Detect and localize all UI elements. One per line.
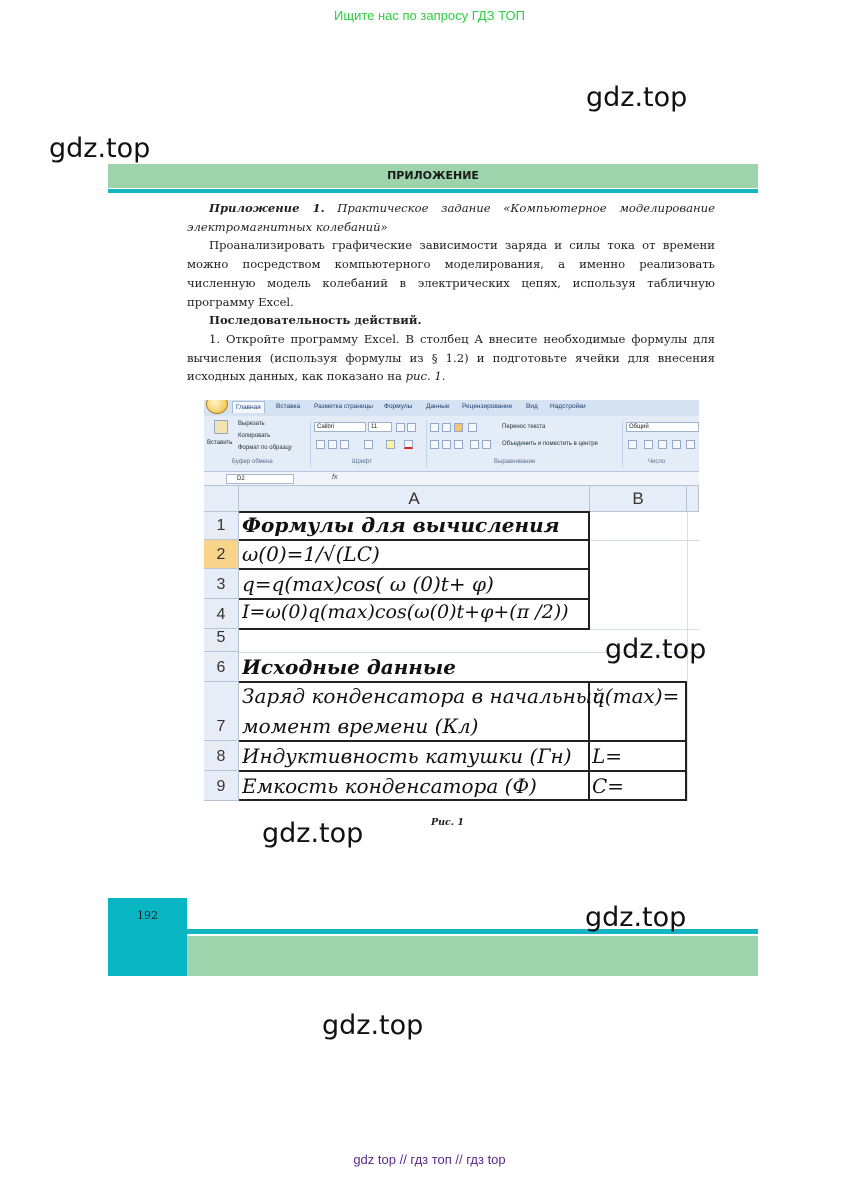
decrease-indent-icon[interactable] — [470, 440, 479, 449]
watermark: gdz.top — [586, 82, 688, 113]
bold-icon[interactable] — [316, 440, 325, 449]
paste-button[interactable]: Вставить — [207, 440, 233, 446]
comma-style-icon[interactable] — [658, 440, 667, 449]
orientation-icon[interactable] — [468, 423, 477, 432]
top-search-link[interactable]: Ищите нас по запросу ГДЗ ТОП — [334, 8, 525, 23]
watermark: gdz.top — [262, 818, 364, 849]
column-header-b[interactable]: B — [590, 486, 687, 512]
copy-button[interactable]: Копировать — [238, 433, 271, 439]
row-header[interactable]: 4 — [204, 599, 239, 629]
grow-font-icon[interactable] — [396, 423, 405, 432]
row-header[interactable]: 7 — [204, 682, 239, 741]
cell-border — [588, 511, 590, 629]
cell-border — [239, 770, 687, 772]
underline-icon[interactable] — [340, 440, 349, 449]
cell-a6[interactable]: Исходные данные — [242, 655, 456, 679]
cell-a1[interactable]: Формулы для вычисления — [242, 513, 560, 537]
watermark: gdz.top — [49, 133, 151, 164]
merge-center-button[interactable]: Объединить и поместить в центре — [502, 441, 598, 447]
tab-addins[interactable]: Надстройки — [550, 403, 586, 410]
watermark: gdz.top — [322, 1010, 424, 1041]
cell-b9[interactable]: C= — [592, 774, 625, 798]
tab-view[interactable]: Вид — [526, 403, 538, 410]
shrink-font-icon[interactable] — [407, 423, 416, 432]
row-header[interactable]: 9 — [204, 771, 239, 801]
cell-a4[interactable]: I=ω(0)q(max)cos(ω(0)t+φ+(π /2)) — [242, 601, 569, 623]
format-painter-button[interactable]: Формат по образцу — [238, 445, 292, 451]
ribbon-separator — [426, 420, 427, 468]
sequence-heading: Последовательность действий. — [209, 313, 422, 328]
font-size-select[interactable]: 11 — [368, 422, 392, 432]
alignment-group-label: Выравнивание — [494, 459, 536, 465]
increase-decimal-icon[interactable] — [672, 440, 681, 449]
percent-icon[interactable] — [644, 440, 653, 449]
cell-b7[interactable]: q(max)= — [592, 684, 680, 708]
cell-border — [239, 539, 590, 541]
cell-border — [239, 568, 590, 570]
tab-review[interactable]: Рецензирование — [462, 403, 513, 410]
column-header-a[interactable]: A — [239, 486, 590, 512]
row-header[interactable]: 8 — [204, 741, 239, 771]
row-header[interactable]: 6 — [204, 652, 239, 682]
ribbon-separator — [622, 420, 623, 468]
header-rule — [108, 189, 758, 193]
align-top-icon[interactable] — [430, 423, 439, 432]
clipboard-group-label: Буфер обмена — [232, 459, 273, 465]
align-left-icon[interactable] — [430, 440, 439, 449]
watermark: gdz.top — [605, 634, 707, 665]
watermark: gdz.top — [585, 902, 687, 933]
tab-data[interactable]: Данные — [426, 403, 450, 410]
paste-icon[interactable] — [214, 420, 228, 434]
page-number: 192 — [137, 909, 158, 922]
excel-ribbon — [204, 400, 699, 472]
font-group-label: Шрифт — [352, 459, 372, 465]
cell-a9[interactable]: Емкость конденсатора (Ф) — [242, 774, 537, 798]
fill-color-icon[interactable] — [386, 440, 395, 449]
gridline — [590, 540, 699, 541]
number-group-label: Число — [648, 459, 666, 465]
cut-button[interactable]: Вырезать — [238, 421, 265, 427]
row-header[interactable]: 5 — [204, 629, 239, 652]
row-header[interactable]: 3 — [204, 569, 239, 599]
cell-border — [685, 681, 687, 801]
fx-icon[interactable]: fx — [332, 474, 338, 481]
appendix-heading: Приложение 1. Практическое задание «Компьютерное моделирование электромагнитных колебаний» — [187, 201, 715, 234]
select-all-corner[interactable] — [204, 486, 239, 512]
align-center-icon[interactable] — [442, 440, 451, 449]
bottom-links[interactable]: gdz top // гдз топ // гдз top — [353, 1152, 506, 1167]
align-right-icon[interactable] — [454, 440, 463, 449]
row-header[interactable]: 1 — [204, 512, 239, 540]
tab-insert[interactable]: Вставка — [276, 403, 301, 410]
wrap-text-button[interactable]: Перенос текста — [502, 424, 546, 430]
align-middle-icon[interactable] — [442, 423, 451, 432]
figure-caption: Рис. 1 — [430, 817, 465, 828]
cell-a8[interactable]: Индуктивность катушки (Гн) — [242, 744, 572, 768]
footer-band — [187, 936, 758, 976]
tab-page-layout[interactable]: Разметка страницы — [314, 403, 373, 410]
cell-border — [239, 799, 687, 801]
cell-a7-line2[interactable]: момент времени (Кл) — [242, 714, 479, 738]
cell-border — [239, 628, 590, 630]
cell-a7-line1[interactable]: Заряд конденсатора в начальный — [242, 684, 605, 708]
currency-icon[interactable] — [628, 440, 637, 449]
italic-icon[interactable] — [328, 440, 337, 449]
decrease-decimal-icon[interactable] — [686, 440, 695, 449]
align-bottom-icon[interactable] — [454, 423, 463, 432]
cell-border — [239, 681, 687, 683]
office-button-icon[interactable] — [206, 400, 228, 414]
font-name-select[interactable]: Calibri — [314, 422, 366, 432]
formula-bar — [204, 472, 699, 486]
column-header-c[interactable] — [687, 486, 699, 512]
cell-b8[interactable]: L= — [592, 744, 623, 768]
excel-screenshot — [204, 400, 699, 801]
row-header[interactable]: 2 — [204, 540, 239, 569]
paragraph: Проанализировать графические зависимости заряда и силы тока от времени можно посредством компьютерного моделирования, а именно реализовать численную модель колебаний в электрических цепях, используя табличную программу Excel. — [187, 238, 715, 309]
cell-a2[interactable]: ω(0)=1/√(LC) — [242, 542, 380, 566]
name-box[interactable]: D2 — [226, 474, 294, 484]
ribbon-tabs — [204, 400, 699, 416]
cell-a3[interactable]: q=q(max)cos( ω (0)t+ φ) — [242, 572, 494, 596]
step-1: 1. Откройте программу Excel. В столбец A внесите необходимые формулы для вычисления (используя формулы из § 1.2) и подготовьте ячейки для внесения исходных данных, как показано на рис. 1. — [187, 331, 715, 384]
tab-formulas[interactable]: Формулы — [384, 403, 413, 410]
borders-icon[interactable] — [364, 440, 373, 449]
font-color-icon[interactable] — [404, 440, 413, 449]
ribbon-separator — [310, 420, 311, 468]
increase-indent-icon[interactable] — [482, 440, 491, 449]
section-title: ПРИЛОЖЕНИЕ — [387, 169, 479, 182]
body-text — [187, 199, 715, 386]
tab-home[interactable]: Главная — [232, 401, 265, 413]
cell-border — [239, 740, 687, 742]
number-format-select[interactable]: Общий — [626, 422, 699, 432]
cell-border — [239, 598, 590, 600]
